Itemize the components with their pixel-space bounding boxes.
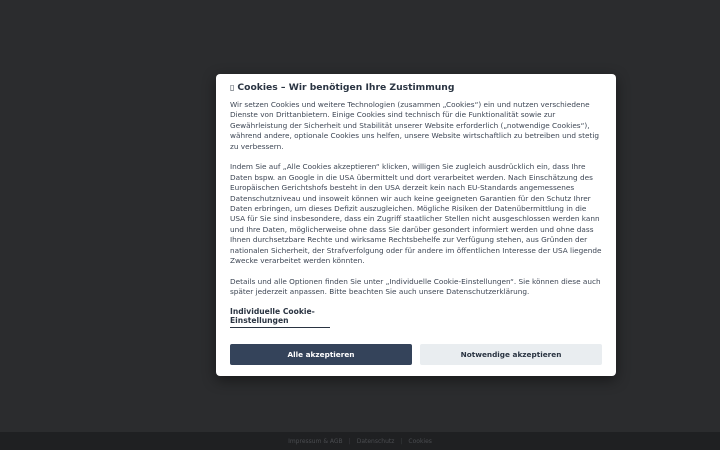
dialog-body xyxy=(230,100,602,298)
individual-settings-link[interactable]: Individuelle Cookie-Einstellungen xyxy=(230,307,330,328)
intro-paragraph: Wir setzen Cookies und weitere Technologien (zusammen „Cookies“) ein und nutzen verschiedene Dienste von Drittanbietern. Einige Cookies sind technisch für die Funktionalität sowie zur Gewährleistung der Sicherheit und Stabilität unserer Website erforderlich („notwendige Cookies“), während andere, optionale Cookies uns helfen, unsere Website wirtschaftlich zu betreiben und stetig zu verbessern. xyxy=(230,100,599,151)
accept-necessary-button[interactable]: Notwendige akzeptieren xyxy=(420,344,602,365)
details-paragraph: Details und alle Optionen finden Sie unter „Individuelle Cookie-Einstellungen“. Sie können diese auch später jederzeit anpassen. Bitte beachten Sie auch unsere Datenschutzerklärung. xyxy=(230,276,601,297)
accept-all-button[interactable]: Alle akzeptieren xyxy=(230,344,412,365)
footer-link-privacy[interactable]: Datenschutz xyxy=(356,437,395,445)
cookie-icon: ▯ xyxy=(230,83,235,92)
page-footer xyxy=(0,432,720,450)
footer-link-imprint[interactable]: Impressum & AGB xyxy=(288,437,343,445)
dialog-buttons xyxy=(230,344,602,365)
footer-separator: | xyxy=(348,437,351,445)
usa-transfer-paragraph: Indem Sie auf „Alle Cookies akzeptieren“ klicken, willigen Sie zugleich ausdrücklich ein, dass Ihre Daten bspw. an Google in die USA übermittelt und dort verarbeitet werden. Nach Einschätzung des Europäischen Gerichtshofs besteht in den USA derzeit kein nach EU-Standards angemessenes Datenschutzniveau und insoweit können wir auch keine geeigneten Garantien für den Schutz Ihrer Daten erbringen, um dieses Defizit auszugleichen. Mögliche Risiken der Datenübermittlung in die USA für Sie sind insbesondere, dass ein Zugriff staatlicher Stellen nicht ausgeschlossen werden kann und Ihre Daten, möglicherweise ohne dass Sie darüber gesondert informiert werden und ohne dass Ihnen durchsetzbare Rechte und wirksame Rechtsbehelfe zur Verfügung stehen, aus Gründen der nationalen Sicherheit, der Strafverfolgung oder für andere im öffentlichen Interesse der USA liegende Zwecke verarbeitet werden könnten. xyxy=(230,162,602,266)
dialog-title-text: Cookies – Wir benötigen Ihre Zustimmung xyxy=(237,82,455,93)
footer-link-cookies[interactable]: Cookies xyxy=(408,437,432,445)
cookie-consent-dialog xyxy=(216,74,616,376)
dialog-title xyxy=(230,82,602,94)
footer-separator: | xyxy=(400,437,403,445)
